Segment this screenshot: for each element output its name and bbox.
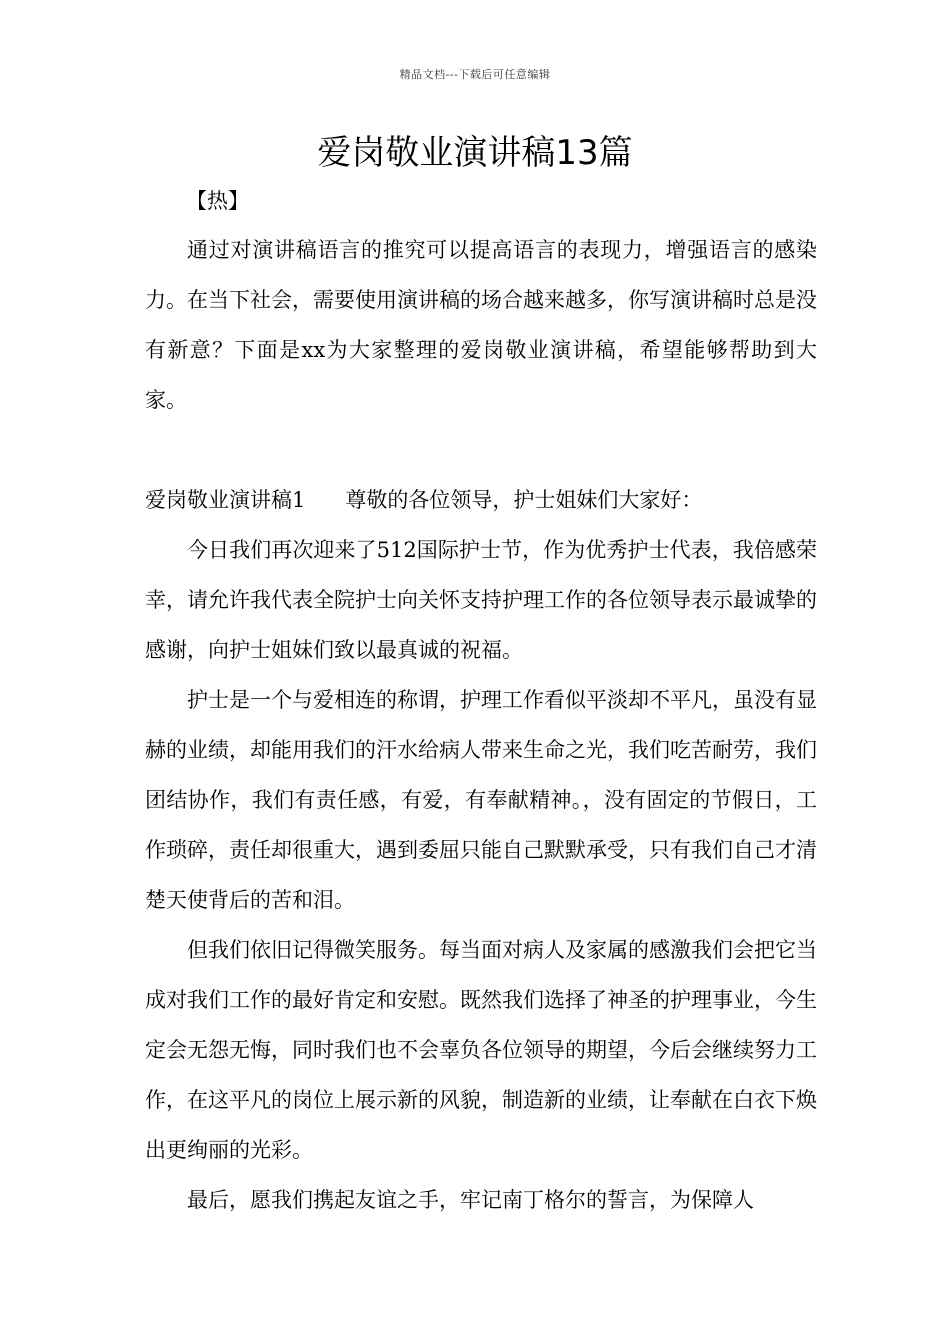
body-paragraph: 护士是一个与爱相连的称谓，护理工作看似平淡却不平凡，虽没有显赫的业绩，却能用我们的汗水给病人带来生命之光，我们吃苦耐劳，我们团结协作，我们有责任感，有爱，有奉献精神。，没有固定的节假日，工作琐碎，责任却很重大，遇到委屈只能自己默默承受，只有我们自己才清楚天使背后的苦和泪。 [145, 688, 817, 912]
paragraph-gap [145, 425, 817, 475]
section-greeting: 尊敬的各位领导，护士姐妹们大家好： [345, 488, 703, 512]
body-paragraph: 今日我们再次迎来了512国际护士节，作为优秀护士代表，我倍感荣幸，请允许我代表全院护士向关怀支持护理工作的各位领导表示最诚挚的感谢，向护士姐妹们致以最真诚的祝福。 [145, 538, 817, 662]
document-body [145, 225, 817, 1225]
intro-paragraph: 通过对演讲稿语言的推究可以提高语言的表现力，增强语言的感染力。在当下社会，需要使用演讲稿的场合越来越多，你写演讲稿时总是没有新意？下面是xx为大家整理的爱岗敬业演讲稿，希望能够帮助到大家。 [145, 238, 817, 412]
section-title: 爱岗敬业演讲稿1 [145, 488, 306, 512]
section-heading-line [145, 475, 817, 525]
hot-tag: 【热】 [186, 189, 249, 213]
body-paragraph: 但我们依旧记得微笑服务。每当面对病人及家属的感激我们会把它当成对我们工作的最好肯定和安慰。既然我们选择了神圣的护理事业，今生定会无怨无悔，同时我们也不会辜负各位领导的期望，今后会继续努力工作，在这平凡的岗位上展示新的风貌，制造新的业绩，让奉献在白衣下焕出更绚丽的光彩。 [145, 938, 817, 1162]
body-paragraph: 最后，愿我们携起友谊之手，牢记南丁格尔的誓言，为保障人 [187, 1188, 754, 1212]
document-title: 爱岗敬业演讲稿13篇 [317, 133, 633, 173]
header-note: 精品文档---下载后可任意编辑 [399, 68, 551, 81]
